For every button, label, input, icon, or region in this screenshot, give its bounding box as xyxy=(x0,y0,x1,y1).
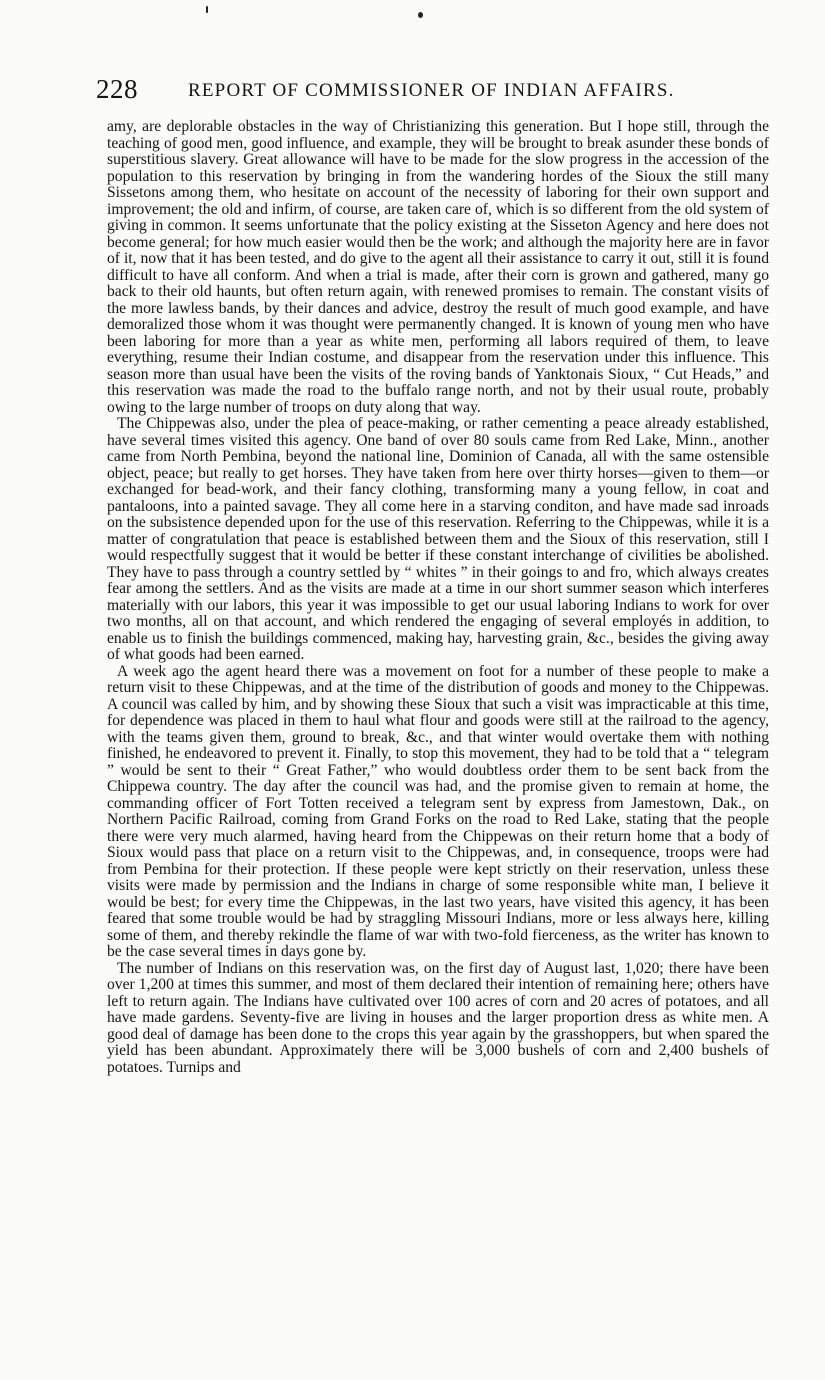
paragraph: A week ago the agent heard there was a movement on foot for a number of these people to make a return visit to these Chippewas, and at the time of the distribution of goods and money to the Chippewas. A council was called by him, and by showing these Sioux that such a visit was impracticable at this time, for dependence was placed in them to haul what flour and goods were still at the railroad to the agency, with the teams given them, ground to break, &c., and that winter would overtake them with nothing finished, he endeavored to prevent it. Finally, to stop this movement, they had to be told that a “ telegram ” would be sent to their “ Great Father,” who would doubtless order them to be sent back from the Chippewa country. The day after the council was had, and the promise given to remain at home, the commanding officer of Fort Totten received a telegram sent by express from Jamestown, Dak., on Northern Pacific Railroad, coming from Grand Forks on the road to Red Lake, stating that the people there were very much alarmed, having heard from the Chippewas on their return home that a body of Sioux would pass that place on a return visit to the Chippewas, and, in consequence, troops were had from Pembina for their protection. If these people were kept strictly on their reservation, unless these visits were made by permission and the Indians in charge of some responsible white man, I believe it would be best; for every time the Chippewas, in the last two years, have visited this agency, it has been feared that some trouble would be had by straggling Missouri Indians, more or less always here, killing some of them, and thereby rekindle the flame of war with two-fold fierceness, as the writer has known to be the case several times in days gone by. xyxy=(107,662,769,960)
running-title: REPORT OF COMMISSIONER OF INDIAN AFFAIRS. xyxy=(188,80,675,101)
page-number: 228 xyxy=(96,74,138,104)
paragraph: amy, are deplorable obstacles in the way of Christianizing this generation. But I hope still, through the teaching of good men, good influence, and example, they will be brought to break asunder these bonds of superstitious slavery. Great allowance will have to be made for the slow progress in the accession of the population to this reservation by bringing in from the wandering hordes of the Sioux the still many Sissetons among them, who hesitate on account of the necessity of laboring for their own support and improvement; the old and infirm, of course, are taken care of, which is so different from the old system of giving in common. It seems unfortunate that the policy existing at the Sisseton Agency and here does not become general; for how much easier would then be the work; and although the majority here are in favor of it, now that it has been tested, and do give to the agent all their assistance to carry it out, still it is found difficult to have all conform. And when a trial is made, after their corn is grown and gathered, many go back to their old haunts, but often return again, with renewed promises to remain. The constant visits of the more lawless bands, by their dances and advice, destroy the result of much good example, and have demoralized those whom it was thought were permanently changed. It is known of young men who have been laboring for more than a year as white men, performing all labors required of them, to leave everything, resume their Indian costume, and disappear from the reservation under this influence. This season more than usual have been the visits of the roving bands of Yanktonais Sioux, “ Cut Heads,” and this reservation was made the road to the buffalo range north, and not by their usual route, probably owing to the large number of troops on duty along that way. xyxy=(107,118,769,416)
page-header xyxy=(96,74,796,106)
paragraph: The number of Indians on this reservation was, on the first day of August last, 1,020; there have been over 1,200 at times this summer, and most of them declared their intention of remaining here; others have left to return again. The Indians have cultivated over 100 acres of corn and 20 acres of potatoes, and all have made gardens. Seventy-five are living in houses and the larger proportion dress as white men. A good deal of damage has been done to the crops this year again by the grasshoppers, but when spared the yield has been abundant. Approximately there will be 3,000 bushels of corn and 2,400 bushels of potatoes. Turnips and xyxy=(107,959,769,1076)
body-text xyxy=(107,119,769,1076)
paragraph: The Chippewas also, under the plea of peace-making, or rather cementing a peace already established, have several times visited this agency. One band of over 80 souls came from Red Lake, Minn., another came from North Pembina, beyond the national line, Dominion of Canada, all with the same ostensible object, peace; but really to get horses. They have taken from here over thirty horses—given to them—or exchanged for bead-work, and their fancy clothing, transforming many a young fellow, in coat and pantaloons, into a painted savage. They all come here in a starving conditon, and have made sad inroads on the subsistence depended upon for the use of this reservation. Referring to the Chippewas, while it is a matter of congratulation that peace is established between them and the Sioux of this reservation, still I would respectfully suggest that it would be better if these constant interchange of civilities be abolished. They have to pass through a country settled by “ whites ” in their goings to and fro, which always creates fear among the settlers. And as the visits are made at a time in our short summer season which interferes materially with our labors, this year it was impossible to get our usual laboring Indians to work for over two months, all on that account, and which rendered the engaging of several employés in addition, to enable us to finish the buildings commenced, making hay, harvesting grain, &c., besides the giving away of what goods had been earned. xyxy=(107,415,769,663)
ink-speck xyxy=(418,12,423,18)
ink-speck xyxy=(206,6,208,13)
